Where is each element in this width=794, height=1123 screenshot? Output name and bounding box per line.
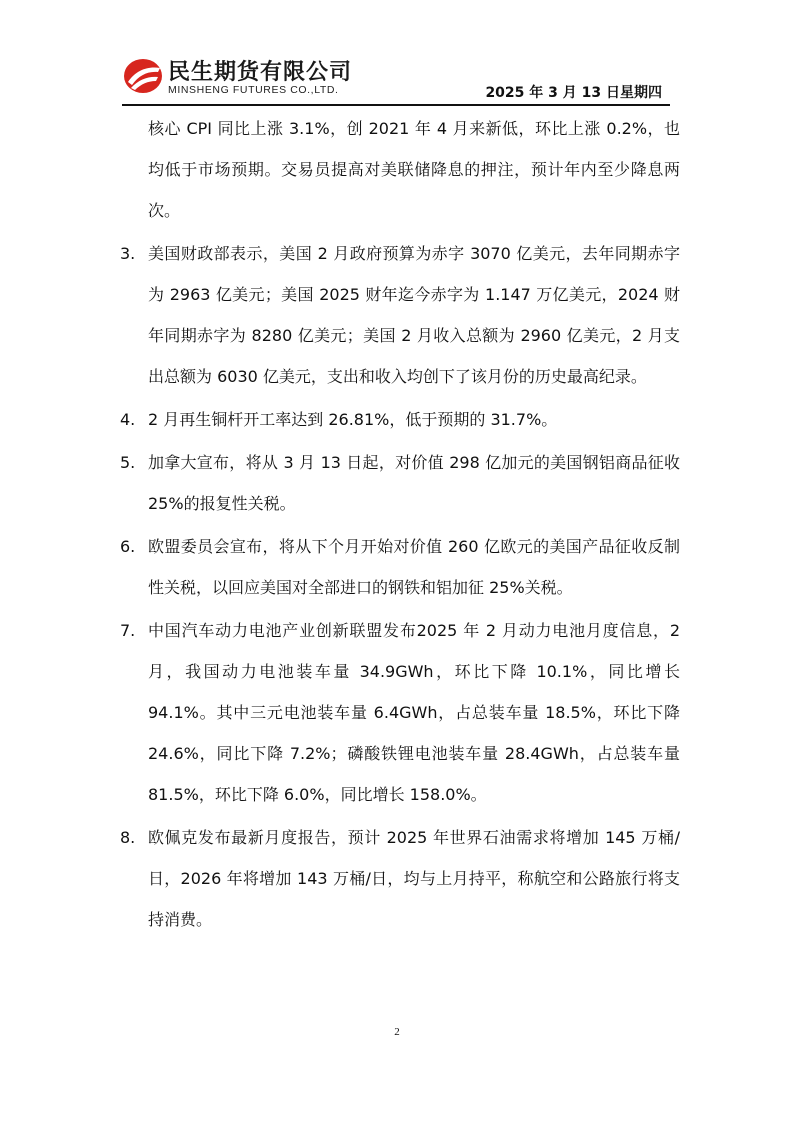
company-name-cn: 民生期货有限公司: [168, 60, 353, 85]
item-number: 6.: [120, 537, 136, 556]
item-text: 核心 CPI 同比上涨 3.1%，创 2021 年 4 月来新低，环比上涨 0.2%，也均低于市场预期。交易员提高对美联储降息的押注，预计年内至少降息两次。: [148, 119, 680, 220]
item-text: 欧盟委员会宣布，将从下个月开始对价值 260 亿欧元的美国产品征收反制性关税，以回应美国对全部进口的钢铁和铝加征 25%关税。: [148, 537, 680, 597]
item-text: 美国财政部表示，美国 2 月政府预算为赤字 3070 亿美元，去年同期赤字为 2963 亿美元；美国 2025 财年迄今赤字为 1.147 万亿美元，2024 财年同期赤字为 8280 亿美元；美国 2 月收入总额为 2960 亿美元，2 月支出总额为 6030 亿美元，支出和收入均创下了该月份的历史最高纪录。: [148, 244, 680, 386]
list-item: [120, 399, 680, 440]
company-name-en: MINSHENG FUTURES CO.,LTD.: [168, 84, 339, 96]
item-text: 2 月再生铜杆开工率达到 26.81%，低于预期的 31.7%。: [148, 410, 558, 429]
item-text: 中国汽车动力电池产业创新联盟发布2025 年 2 月动力电池月度信息，2 月，我国动力电池装车量 34.9GWh，环比下降 10.1%，同比增长 94.1%。其中三元电池装车量 6.4GWh，占总装车量 18.5%，环比下降 24.6%，同比下降 7.2%；磷酸铁锂电池装车量 28.4GWh，占总装车量 81.5%，环比下降 6.0%，同比增长 158.0%。: [148, 621, 680, 804]
item-text: 加拿大宣布，将从 3 月 13 日起，对价值 298 亿加元的美国钢铝商品征收 25%的报复性关税。: [148, 453, 680, 513]
list-item: [120, 526, 680, 608]
list-item: [120, 108, 680, 231]
list-item: [120, 442, 680, 524]
page-header: [0, 0, 794, 110]
list-item: [120, 817, 680, 940]
item-text: 欧佩克发布最新月度报告，预计 2025 年世界石油需求将增加 145 万桶/日，2026 年将增加 143 万桶/日，均与上月持平，称航空和公路旅行将支持消费。: [148, 828, 680, 929]
item-number: 8.: [120, 828, 136, 847]
page-number: 2: [394, 1026, 400, 1038]
item-number: 7.: [120, 621, 136, 640]
item-number: 3.: [120, 244, 136, 263]
report-body: [120, 108, 680, 940]
item-number: 4.: [120, 410, 136, 429]
report-date: 2025 年 3 月 13 日星期四: [485, 85, 662, 101]
item-number: 5.: [120, 453, 136, 472]
header-divider: [122, 104, 670, 106]
list-item: [120, 610, 680, 815]
list-item: [120, 233, 680, 397]
minsheng-logo-icon: [122, 56, 164, 96]
